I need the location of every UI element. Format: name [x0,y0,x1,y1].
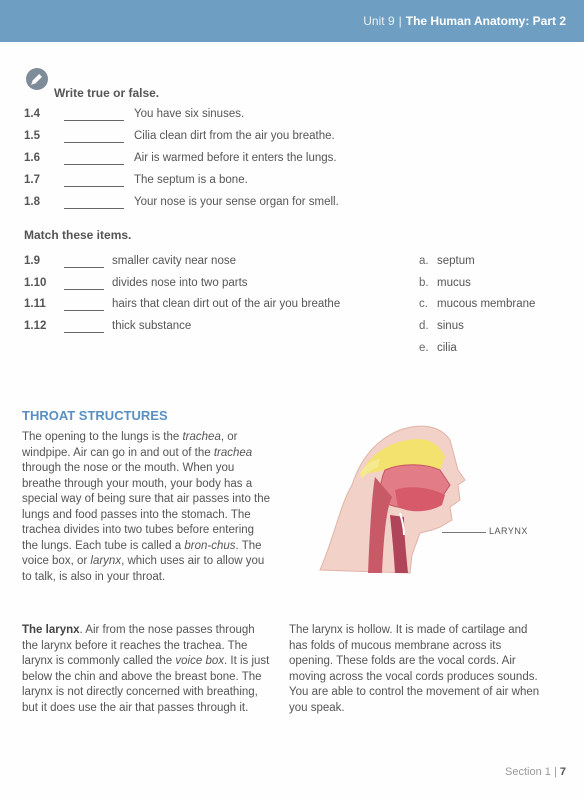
item-statement: You have six sinuses. [134,108,245,120]
footer-section: Section 1 [505,766,551,778]
intro-text-4: . The voice box, or [22,539,262,567]
match-option [419,277,471,289]
option-letter: e. [419,341,429,354]
intro-text-1: The opening to the lungs is the [22,431,183,443]
answer-blank[interactable] [64,164,124,165]
item-number: 1.7 [24,174,40,186]
larynx-paragraph-right: The larynx is hollow. It is made of cartilage and has folds of mucous membrane across its opening. These folds are the vocal cords. Air moving across the vocal cords produces sounds. You are able to control the movement of air when you speak. [289,624,540,714]
item-statement: The septum is a bone. [134,174,248,186]
larynx-text-2: . It is just below the chin and above the breast bone. The larynx is not directly concerned with breathing, but it does use the air that passes through it. [22,655,270,714]
larynx-lead: The larynx [22,624,80,636]
option-text: mucus [437,276,471,289]
match-option [419,342,457,354]
intro-text-3: through the nose or the mouth. When you breathe through your mouth, your body has a special way of being sure that air passes into the lungs and food passes into the stomach. The trachea divides into two tubes before entering the lungs. Each tube is called a [22,462,271,552]
larynx-pointer-line [442,532,486,533]
option-text: cilia [437,341,457,354]
throat-intro-paragraph [22,430,272,585]
true-false-instruction: Write true or false. [54,86,160,100]
item-description: smaller cavity near nose [112,255,236,267]
option-letter: c. [419,298,428,311]
item-number: 1.12 [24,320,47,333]
item-number: 1.10 [24,276,47,289]
section-title: THROAT STRUCTURES [22,408,168,423]
larynx-label: LARYNX [489,526,528,536]
answer-blank[interactable] [64,186,124,187]
pencil-icon [26,68,48,90]
answer-blank[interactable] [64,332,104,333]
intro-term-larynx: larynx [90,555,122,567]
throat-anatomy-illustration [300,415,495,575]
header-separator: | [398,14,402,28]
option-text: mucous membrane [437,298,536,311]
item-number: 1.6 [24,152,40,164]
larynx-text-1: . Air from the nose passes through the larynx before it reaches the trachea. The larynx is commonly called the [22,624,255,667]
option-letter: d. [419,320,429,333]
item-description: divides nose into two parts [112,276,248,289]
item-number: 1.5 [24,130,40,142]
answer-blank[interactable] [64,289,104,290]
answer-blank[interactable] [64,310,104,311]
page-number: 7 [559,766,566,778]
answer-blank[interactable] [64,142,124,143]
match-option [419,298,535,310]
intro-term-trachea-1: trachea [182,431,221,443]
intro-term-trachea-2: trachea [213,446,253,459]
page-footer [505,766,566,778]
larynx-paragraph-left [22,623,272,716]
option-letter: b. [419,276,429,289]
match-instruction: Match these items. [24,228,132,242]
intro-text-2: , or windpipe. Air can go in and out of the [22,431,238,459]
intro-term-bronchus: bron-chus [184,539,236,552]
intro-text-5: , which uses air to allow you to talk, is also in your throat. [22,555,265,583]
page-header [0,0,584,42]
larynx-term-voice-box: voice box [175,655,224,667]
item-number: 1.9 [24,255,40,267]
option-letter: a. [419,255,429,267]
item-statement: Your nose is your sense organ for smell. [134,196,339,208]
item-statement: Cilia clean dirt from the air you breathe. [134,130,335,142]
match-option [419,320,464,332]
answer-blank[interactable] [64,120,124,121]
footer-separator: | [553,766,557,778]
item-statement: Air is warmed before it enters the lungs. [134,152,337,164]
match-option [419,255,475,267]
unit-label: Unit 9 [363,14,395,28]
item-number: 1.4 [24,108,40,120]
answer-blank[interactable] [64,267,104,268]
unit-title: The Human Anatomy: Part 2 [405,14,566,28]
item-description: thick substance [112,320,192,333]
answer-blank[interactable] [64,208,124,209]
item-number: 1.8 [24,196,40,208]
item-number: 1.11 [24,298,46,311]
item-description: hairs that clean dirt out of the air you breathe [112,298,341,311]
option-text: sinus [437,320,464,333]
option-text: septum [437,255,475,267]
